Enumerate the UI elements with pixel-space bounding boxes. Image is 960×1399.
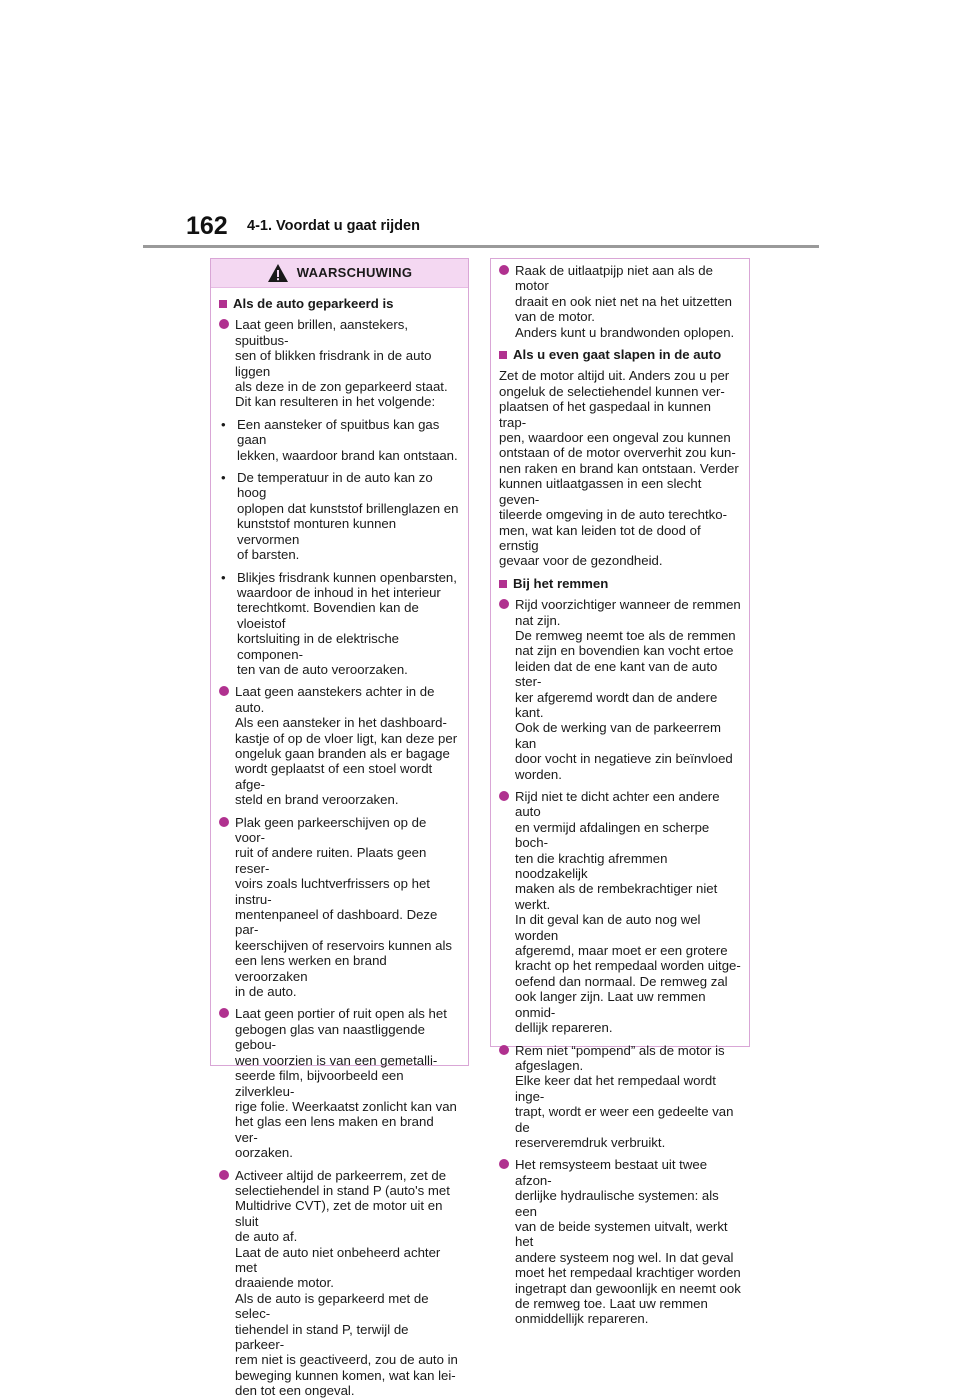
sub-list-item: • Een aansteker of spuitbus kan gas gaan lekken, waardoor brand kan ontstaan. [221,416,458,463]
small-bullet-icon: • [221,416,226,432]
section-title: 4-1. Voordat u gaat rijden [247,218,420,234]
paragraph: Zet de motor altijd uit. Anders zou u per ongeluk de selectiehendel kunnen ver- plaatsen of het gaspedaal in kunnen trap- pen, waardoor een ongeval zou kunnen ontstaan of de motor oververhit zou kun- nen raken en brand kan ontstaan. Verder kunnen uitlaatgassen in een slecht geven- tileerde omgeving in de auto terechtko- men, wat kan leiden tot de dood of ernstig gevaar voor de gezondheid. [499,368,739,569]
warning-title: WAARSCHUWING [296,265,413,281]
section-heading-parked: Als de auto geparkeerd is [219,296,460,311]
list-item: Laat geen portier of ruit open als het gebogen glas van naastliggende gebou- wen voorzien is van een gemetalli- seerde film, bijvoorbeeld een zilverkleu- rige folie. Weerkaatst zonlicht kan van het glas een lens maken en brand ver- oorzaken. [219,1006,460,1160]
list-item: Het remsysteem bestaat uit twee afzon- derlijke hydraulische systemen: als een van de beide systemen uitvalt, werkt het andere systeem nog wel. In dat geval moet het rempedaal krachtiger worden ingetrapt dan gewoonlijk en neemt ook de remweg toe. Laat uw remmen onmiddellijk repareren. [499,1157,741,1326]
sub-list-item: • De temperatuur in de auto kan zo hoog oplopen dat kunststof brillenglazen en kunststof monturen kunnen vervormen of barsten. [221,470,459,563]
list-item: Raak de uitlaatpijp niet aan als de motor draait en ook niet net na het uitzetten van de motor. Anders kunt u brandwonden oplopen. [499,263,741,340]
list-item: Rijd voorzichtiger wanneer de remmen nat zijn. De remweg neemt toe als de remmen nat zijn en bovendien kan vocht ertoe leiden dat de ene kant van de auto ster- ker afgeremd wordt dan de andere kant. Ook de werking van de parkeerrem kan door vocht in negatieve zin beïnvloed worden. [499,597,741,782]
page-number: 162 [186,212,228,240]
warning-header [211,259,468,288]
dot-bullet-icon [499,1159,509,1169]
small-bullet-icon: • [221,569,226,585]
dot-bullet-icon [219,817,229,827]
list-item: Plak geen parkeerschijven op de voor- ruit of andere ruiten. Plaats geen reser- voirs zoals luchtverfrissers op het instru- mentenpaneel of dashboard. Deze par- keerschijven of reservoirs kunnen als een lens werken en brand veroorzaken in de auto. [219,815,460,1000]
dot-bullet-icon [219,319,229,329]
list-item: Rem niet “pompend” als de motor is afgeslagen. Elke keer dat het rempedaal wordt inge- trapt, wordt er weer een gedeelte van de reserveremdruk verbruikt. [499,1043,741,1151]
warning-triangle-icon [267,263,289,283]
warning-box-right [490,258,750,1327]
square-bullet-icon [499,351,507,359]
section-heading-braking: Bij het remmen [499,576,741,591]
small-bullet-icon: • [221,470,226,486]
list-item: Activeer altijd de parkeerrem, zet de selectiehendel in stand P (auto's met Multidrive CVT), zet de motor uit en sluit de auto af. Laat de auto niet onbeheerd achter met draaiende motor. Als de auto is geparkeerd met de selec- tiehendel in stand P, terwijl de parkeer- rem niet is geactiveerd, zou de auto in beweging kunnen komen, wat kan lei- den tot een ongeval. [219,1168,460,1399]
dot-bullet-icon [499,265,509,275]
section-heading-sleeping: Als u even gaat slapen in de auto [499,347,741,362]
list-item: Laat geen aanstekers achter in de auto. Als een aansteker in het dashboard- kastje of op de vloer ligt, kan deze per ongeluk gaan branden als er bagage wordt geplaatst of een stoel wordt afge- steld en brand veroorzaken. [219,684,460,807]
dot-bullet-icon [499,599,509,609]
square-bullet-icon [219,300,227,308]
list-item: Rijd niet te dicht achter een andere auto en vermijd afdalingen en scherpe boch- ten die krachtig afremmen noodzakelijk maken als de rembekrachtiger niet werkt. In dit geval kan de auto nog wel worden afgeremd, maar moet er een grotere kracht op het rempedaal worden uitge- oefend dan normaal. De remweg zal ook langer zijn. Laat uw remmen onmid- dellijk repareren. [499,789,741,1036]
sub-list-item: • Blikjes frisdrank kunnen openbarsten, waardoor de inhoud in het interieur terechtkomt. Bovendien kan de vloeistof kortsluiting in de elektrische componen- ten van de auto veroorzaken. [221,569,457,677]
dot-bullet-icon [219,1008,229,1018]
header-divider [143,245,819,248]
dot-bullet-icon [499,791,509,801]
list-item: Laat geen brillen, aanstekers, spuitbus- sen of blikken frisdrank in de auto liggen als deze in de zon geparkeerd staat. Dit kan resulteren in het volgende: [219,317,460,409]
dot-bullet-icon [219,686,229,696]
dot-bullet-icon [219,1170,229,1180]
warning-box-left [210,258,469,1399]
dot-bullet-icon [499,1045,509,1055]
square-bullet-icon [499,580,507,588]
